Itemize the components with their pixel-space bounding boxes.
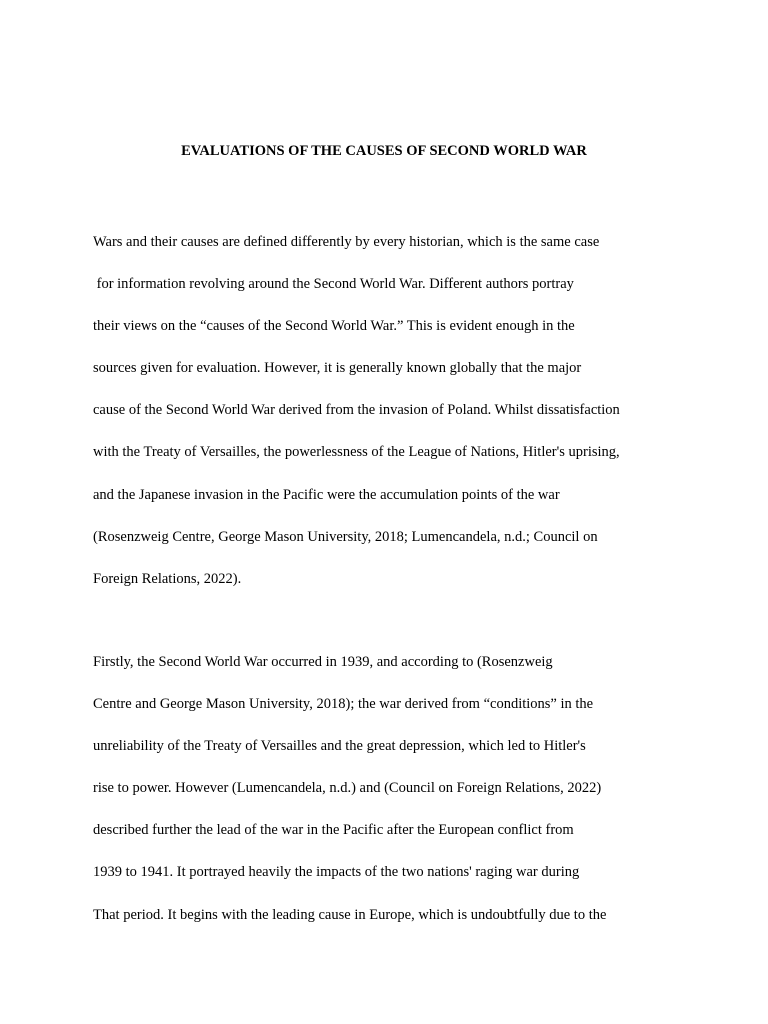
text-line: described further the lead of the war in the Pacific after the European conflict from	[93, 822, 574, 839]
text-line: their views on the “causes of the Second World War.” This is evident enough in the	[93, 318, 575, 335]
text-line: and the Japanese invasion in the Pacific were the accumulation points of the war	[93, 486, 560, 503]
text-line: cause of the Second World War derived from the invasion of Poland. Whilst dissatisfaction	[93, 402, 620, 419]
document-title: EVALUATIONS OF THE CAUSES OF SECOND WORLD WAR	[181, 143, 587, 159]
text-line: Centre and George Mason University, 2018); the war derived from “conditions” in the	[93, 696, 594, 713]
text-line: rise to power. However (Lumencandela, n.d.) and (Council on Foreign Relations, 2022)	[93, 780, 602, 797]
text-line: That period. It begins with the leading cause in Europe, which is undoubtfully due to the	[93, 906, 607, 923]
text-line: Wars and their causes are defined differently by every historian, which is the same case	[93, 234, 600, 250]
paragraph-body	[93, 652, 713, 947]
text-line: 1939 to 1941. It portrayed heavily the impacts of the two nations' raging war during	[93, 864, 580, 881]
text-line: for information revolving around the Second World War. Different authors portray	[93, 276, 574, 293]
text-line: Foreign Relations, 2022).	[93, 570, 242, 587]
text-line: with the Treaty of Versailles, the powerlessness of the League of Nations, Hitler's uprising,	[93, 444, 620, 461]
text-line: (Rosenzweig Centre, George Mason University, 2018; Lumencandela, n.d.; Council on	[93, 528, 598, 545]
text-line: sources given for evaluation. However, it is generally known globally that the major	[93, 360, 582, 377]
text-line: Firstly, the Second World War occurred in 1939, and according to (Rosenzweig	[93, 654, 553, 670]
paragraph-intro	[93, 232, 713, 611]
text-line: unreliability of the Treaty of Versailles and the great depression, which led to Hitler's	[93, 738, 586, 755]
